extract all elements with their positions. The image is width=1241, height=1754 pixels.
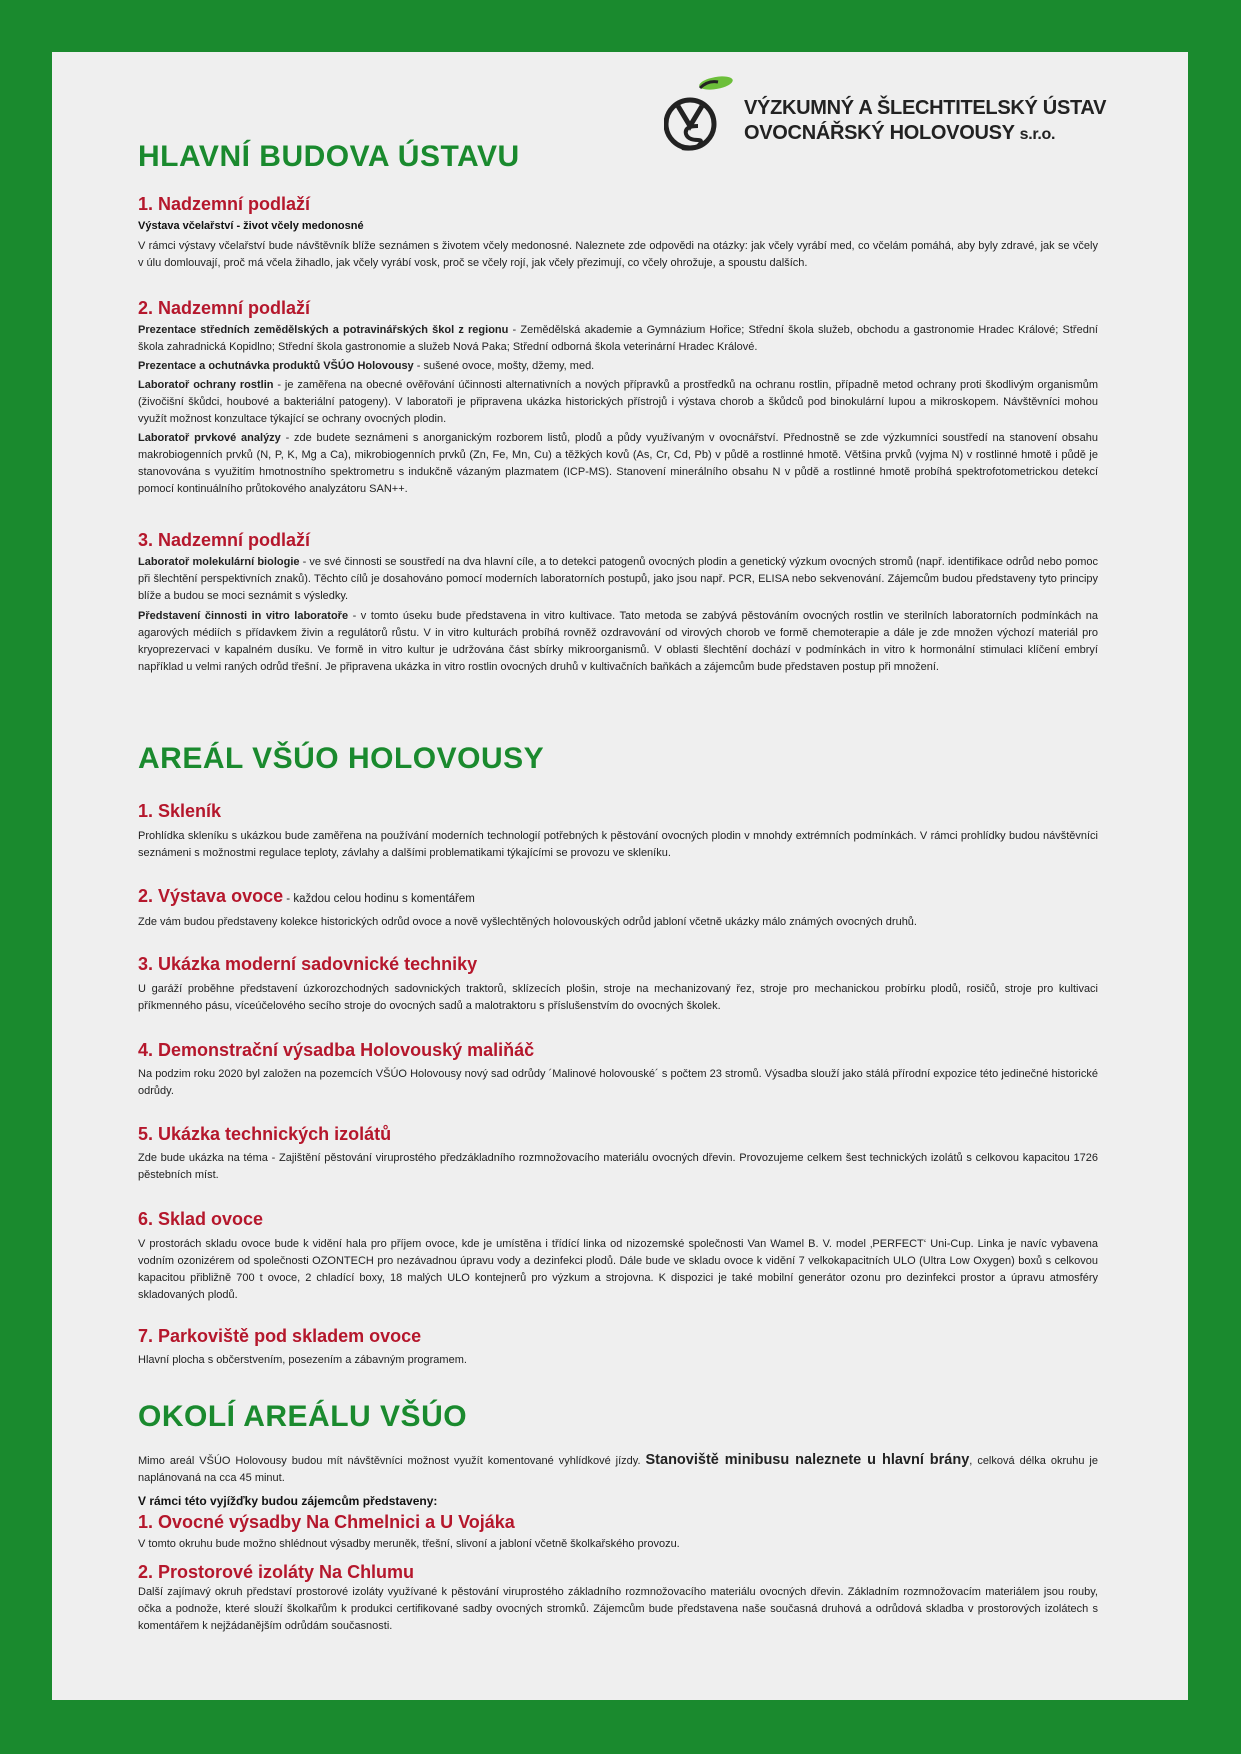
- company-suffix: s.r.o.: [1019, 126, 1056, 143]
- parking-heading: 7. Parkoviště pod skladem ovoce: [138, 1326, 422, 1346]
- poster-sheet: [52, 52, 1188, 1700]
- floor-1-subheading: Výstava včelařství - život včely medonosné: [138, 220, 364, 232]
- institute-name: [744, 96, 1106, 147]
- floor-3-molecular-lab: Laboratoř molekulární biologie - ve své činnosti se soustředí na dva hlavní cíle, a to detekci patogenů ovocných plodin a genetický výzkum ovocných stromů (např. identifikace odrůd nebo pomoc při šlechtění perspektivních znaků). Těchto cílů je dosahováno pomocí moderních laboratorních postupů, jako jsou např. PCR, ELISA nebo sekvenování. Zájemcům budou představeny tyto principy blíže a budou se moci seznámit s výsledky.: [138, 556, 1099, 602]
- floor-2-schools: Prezentace středních zemědělských a potravinářských škol z regionu - Zemědělská akademie a Gymnázium Hořice; Střední škola služeb, obchodu a gastronomie Hradec Králové; Střední škola zahradnická Kopidlno; Střední škola gastronomie a služeb Nová Paka; Střední odborná škola veterinární Hradec Králové.: [138, 324, 1098, 353]
- surroundings-lead: V rámci této vyjížďky budou zájemcům představeny:: [138, 1494, 438, 1508]
- fruit-exhibition-note: - každou celou hodinu s komentářem: [283, 893, 475, 905]
- floor-1-text: V rámci výstavy včelařství bude návštěvník blíže seznámen s životem včely medonosné. Naleznete zde odpovědi na otázky: jak včely vyrábí med, co včelám pomáhá, aby byly zdravé, jak se včely v úlu domlouvají, proč má včela žihadlo, jak včely vyrábí vosk, proč se včely rojí, jak včely přezimují, co včely ohrožuje, a spoustu dalších.: [138, 240, 1098, 269]
- section-title-main-building: HLAVNÍ BUDOVA ÚSTAVU: [138, 140, 520, 173]
- isolates-text: Zde bude ukázka na téma - Zajištění pěstování viruprostého předzákladního rozmnožovacího materiálu ovocných dřevin. Provozujeme celkem šest technických izolátů s celkovou kapacitou 1726 pěstebních míst.: [138, 1152, 1098, 1181]
- institute-logo: [664, 74, 1107, 154]
- floor-1-heading: 1. Nadzemní podlaží: [138, 194, 311, 214]
- fruit-exhibition-text: Zde vám budou představeny kolekce historických odrůd ovoce a nově vyšlechtěných holovouských odrůd jabloní včetně ukázky málo známých ovocných druhů.: [138, 916, 917, 928]
- floor-2-element-analysis-lab: Laboratoř prvkové analýzy - zde budete seznámeni s anorganickým rozborem listů, plodů a půdy využívaným v ovocnářství. Přednostně se zde výzkumníci soustředí na stanovení obsahu makrobiogenních prvků (N, P, K, Mg a Ca), mikrobiogenních prvků (Zn, Fe, Mn, Cu) a těžkých kovů (As, Cr, Cd, Pb) v půdě a rostlinné hmotě. Většina prvků (vyjma N) v rostlinné hmotě i půdě je stanovována s využitím hmotnostního spektrometru s indukčně vázaným plazmatem (ICP-MS). Stanovení minerálního obsahu N v půdě a rostlinné hmotě probíhá spektrofotometrickou detekcí pomocí kontinuálního průtokového analyzátoru SAN++.: [138, 432, 1098, 495]
- institute-name-line1: VÝZKUMNÝ A ŠLECHTITELSKÝ ÚSTAV: [744, 97, 1107, 119]
- greenhouse-text: Prohlídka skleníku s ukázkou bude zaměřena na používání moderních technologií potřebných k pěstování ovocných plodin v mnohdy extrémních podmínkách. V rámci prohlídky budou návštěvníci seznámeni s možnostmi regulace teploty, závlahy a dalšími problematikami týkajícími se provozu ve skleníku.: [138, 830, 1098, 859]
- surroundings-intro: Mimo areál VŠÚO Holovousy budou mít návštěvníci možnost využít komentované vyhlídkové jízdy. Stanoviště minibusu naleznete u hlavní brány, celková délka okruhu je naplánovaná na cca 45 minut.: [138, 1452, 1098, 1484]
- isolates-heading: 5. Ukázka technických izolátů: [138, 1124, 392, 1144]
- fruit-store-heading: 6. Sklad ovoce: [138, 1209, 264, 1229]
- fruit-exhibition-heading: 2. Výstava ovoce - každou celou hodinu s komentářem: [138, 886, 475, 906]
- floor-2-products: Prezentace a ochutnávka produktů VŠÚO Holovousy - sušené ovoce, mošty, džemy, med.: [138, 360, 595, 372]
- orchard-machinery-text: U garáží proběhne představení úzkorozchodných sadovnických traktorů, sklízecích plošin, stroje na mechanizovaný řez, stroje pro mechanickou probírku plodů, rosičů, stroje pro kultivaci příkmenného pásu, víceúčelového secího stroje do ovocných sadů a malotraktoru s příslušenstvím do ovocných školek.: [138, 983, 1098, 1012]
- orchard-machinery-heading: 3. Ukázka moderní sadovnické techniky: [138, 954, 478, 974]
- institute-name-line2: OVOCNÁŘSKÝ HOLOVOUSY s.r.o.: [744, 122, 1056, 144]
- greenhouse-heading: 1. Skleník: [138, 801, 222, 821]
- spatial-isolates-heading: 2. Prostorové izoláty Na Chlumu: [138, 1562, 415, 1582]
- floor-2-plant-protection-lab: Laboratoř ochrany rostlin - je zaměřena na obecné ověřování účinnosti alternativních a nových přípravků a prostředků na ochranu rostlin, případně metod ochrany proti škodlivým organismům (živočišní škůdci, houbové a bakteriální patogeny). V laboratoři je připravena ukázka historických přístrojů i výstava chorob a škůdců pod binokulární lupou a mikroskopem. Návštěvníci mohou využít možnost konzultace týkající se ochrany ovocných plodin.: [138, 379, 1098, 425]
- orchards-tour-heading: 1. Ovocné výsadby Na Chmelnici a U Vojáka: [138, 1512, 515, 1532]
- section-title-campus: AREÁL VŠÚO HOLOVOUSY: [138, 742, 545, 775]
- raspberry-planting-heading: 4. Demonstrační výsadba Holovouský maliňáč: [138, 1040, 535, 1060]
- orchards-tour-text: V tomto okruhu bude možno shlédnout výsadby meruněk, třešní, slivoní a jabloní včetně školkařského provozu.: [138, 1538, 680, 1550]
- section-title-surroundings: OKOLÍ AREÁLU VŠÚO: [138, 1400, 468, 1433]
- floor-3-heading: 3. Nadzemní podlaží: [138, 530, 311, 550]
- floor-2-heading: 2. Nadzemní podlaží: [138, 298, 311, 318]
- raspberry-planting-text: Na podzim roku 2020 byl založen na pozemcích VŠÚO Holovousy nový sad odrůdy ´Malinové holovouské´ s počtem 23 stromů. Výsadba slouží jako stálá přírodní expozice této jedinečné historické odrůdy.: [138, 1068, 1098, 1097]
- floor-3-in-vitro-lab: Představení činnosti in vitro laboratoře - v tomto úseku bude představena in vitro kultivace. Tato metoda se zabývá pěstováním ovocných rostlin ve sterilních laboratorních podmínkách na agarových médiích s přídavkem živin a regulátorů růstu. V in vitro kulturách probíhá rovněž ozdravování od virových chorob ve formě chemoterapie a dále je zde množen výchozí materiál pro kryoprezervaci v kapalném dusíku. Ve formě in vitro kultur je udržována část sbírky mikroorganismů. V oblasti šlechtění dochází v podmínkách in vitro k hormonální stimulaci klíčení embryí například u velmi raných odrůd třešní. Je připravena ukázka in vitro rostlin ovocných druhů v kultivačních baňkách a zájemcům bude představen postup při množení.: [138, 610, 1098, 673]
- parking-text: Hlavní plocha s občerstvením, posezením a zábavným programem.: [138, 1354, 467, 1366]
- spatial-isolates-text: Další zajímavý okruh představí prostorové izoláty využívané k pěstování viruprostého základního rozmnožovacího materiálu ovocných dřevin. Základním rozmnožovacím materiálem jsou rouby, očka a podnože, které slouží školkařům k produkci certifikované sadby ovocných stromků. Zájemcům bude představena naše současná druhová a odrůdová skladba v prostorových izolátech s komentářem k nejžádanějším odrůdám současnosti.: [138, 1586, 1098, 1632]
- fruit-store-text: V prostorách skladu ovoce bude k vidění hala pro příjem ovoce, kde je umístěna i třídící linka od nizozemské společnosti Van Wamel B. V. model ‚PERFECT‘ Uni-Cup. Linka je navíc vybavena vodním ozonizérem od společnosti OZONTECH pro nezávadnou úpravu vody a dezinfekci plodů. Dále bude ve skladu ovoce k vidění 7 velkokapacitních ULO (Ultra Low Oxygen) boxů s celkovou kapacitou přibližně 700 t ovoce, 2 chladící boxy, 18 malých ULO kontejnerů pro výzkum a strojovna. K dispozici je také mobilní generátor ozonu pro dezinfekci prostor a úpravu atmosféry skladovaných plodů.: [138, 1238, 1098, 1301]
- vsuo-emblem-icon: [664, 74, 744, 154]
